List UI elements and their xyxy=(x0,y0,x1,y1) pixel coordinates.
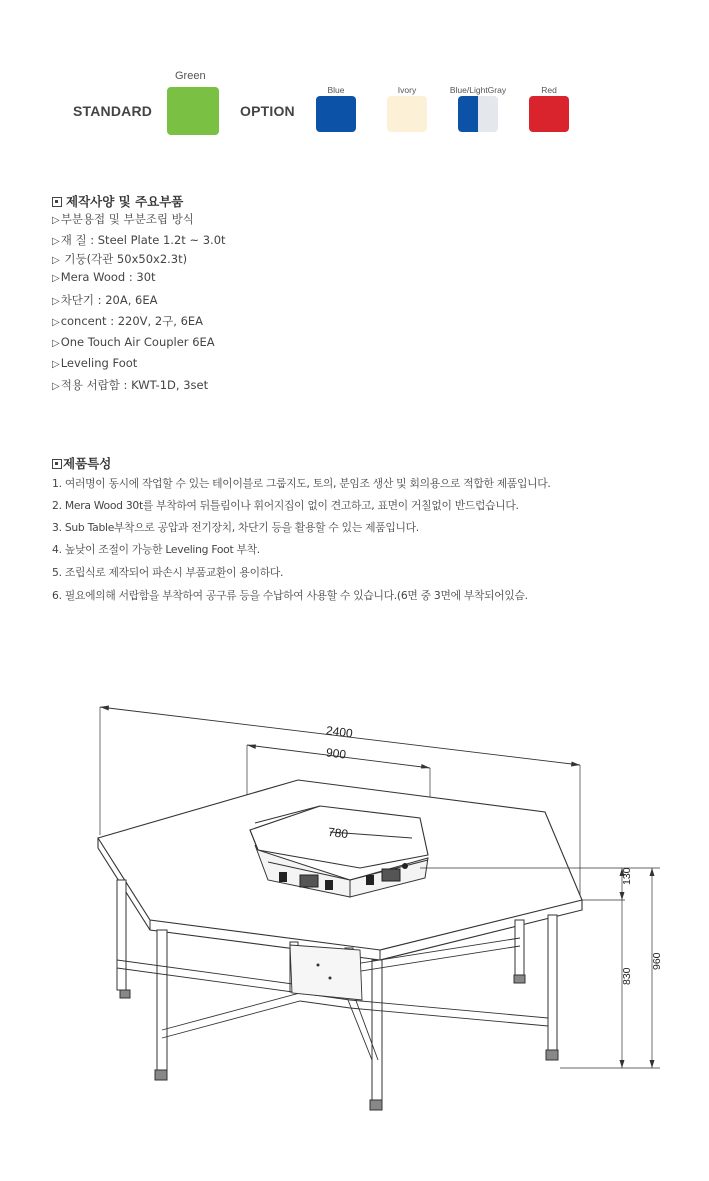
feature-item: 3. Sub Table부착으로 공압과 전기장치, 차단기 등을 활용할 수 있는 제품입니다. xyxy=(52,521,419,534)
ivory-swatch-label: Ivory xyxy=(397,85,417,95)
specs-title xyxy=(52,192,183,210)
dim-780-label: 780 xyxy=(327,824,349,842)
ivory-swatch xyxy=(387,96,427,132)
triangle-bullet-icon: ▷ xyxy=(52,236,60,247)
square-bullet-icon xyxy=(52,459,62,469)
blue-swatch-label: Blue xyxy=(327,85,345,95)
square-bullet-icon xyxy=(52,197,62,207)
triangle-bullet-icon: ▷ xyxy=(52,255,60,266)
standard-label: STANDARD xyxy=(73,103,153,119)
spec-item: ▷재 질 : Steel Plate 1.2t ~ 3.0t xyxy=(52,233,226,247)
cross-bracing xyxy=(117,938,548,1060)
dim-960-label: 960 xyxy=(651,952,663,970)
dim-830-label: 830 xyxy=(621,967,633,985)
triangle-bullet-icon: ▷ xyxy=(52,359,60,370)
dim-130-label: 130 xyxy=(621,867,633,885)
spec-item: ▷concent : 220V, 2구, 6EA xyxy=(52,314,204,328)
red-swatch-label: Red xyxy=(541,85,557,95)
spec-item: ▷Leveling Foot xyxy=(52,356,138,370)
dim-900-label: 900 xyxy=(325,745,347,762)
blue-swatch xyxy=(316,96,356,132)
specs-title-text: 제작사양 및 주요부품 xyxy=(66,194,184,209)
green-swatch-label: Green xyxy=(175,70,206,82)
feature-item: 4. 높낮이 조절이 가능한 Leveling Foot 부착. xyxy=(52,543,260,556)
red-swatch xyxy=(529,96,569,132)
spec-item: ▷차단기 : 20A, 6EA xyxy=(52,293,158,307)
spec-item: ▷One Touch Air Coupler 6EA xyxy=(52,335,215,349)
spec-item: ▷적용 서랍함 : KWT-1D, 3set xyxy=(52,378,209,392)
spec-item: ▷부분용접 및 부분조립 방식 xyxy=(52,212,194,226)
feature-item: 6. 필요에의해 서랍함을 부착하여 공구류 등을 수납하여 사용할 수 있습니다.(6면 중 3면에 부착되어있슴. xyxy=(52,589,528,602)
blue-lightgray-swatch xyxy=(458,96,498,132)
triangle-bullet-icon: ▷ xyxy=(52,296,60,307)
triangle-bullet-icon: ▷ xyxy=(52,381,60,392)
feature-item: 1. 여러명이 동시에 작업할 수 있는 테이이블로 그룹지도, 토의, 분임조 생산 및 회의용으로 적합한 제품입니다. xyxy=(52,477,551,490)
triangle-bullet-icon: ▷ xyxy=(52,338,60,349)
triangle-bullet-icon: ▷ xyxy=(52,215,60,226)
features-title-text: 제품특성 xyxy=(63,456,112,471)
table-drawing xyxy=(0,690,709,1120)
feature-item: 5. 조립식로 제작되어 파손시 부품교환이 용이하다. xyxy=(52,566,284,579)
spec-item: ▷ 기둥(각관 50x50x2.3t) xyxy=(52,252,188,266)
green-swatch xyxy=(167,87,219,135)
option-label: OPTION xyxy=(240,103,295,119)
triangle-bullet-icon: ▷ xyxy=(52,317,60,328)
dim-2400-label: 2400 xyxy=(325,723,354,741)
tabletop xyxy=(98,780,582,960)
features-title xyxy=(52,454,111,472)
triangle-bullet-icon: ▷ xyxy=(52,273,60,284)
blue-lightgray-swatch-label: Blue/LightGray xyxy=(449,85,507,95)
feature-item: 2. Mera Wood 30t를 부착하여 뒤틀림이나 휘어지집이 없이 견고하고, 표면이 거칠없이 반드럽습니다. xyxy=(52,499,519,512)
spec-item: ▷Mera Wood : 30t xyxy=(52,270,156,284)
